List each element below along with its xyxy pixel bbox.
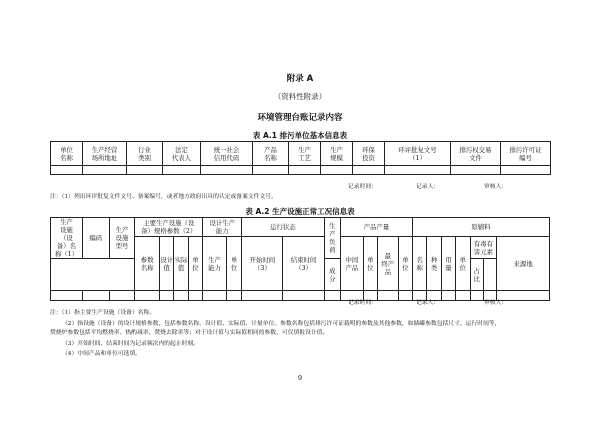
- material-sub: 种 类: [427, 237, 441, 291]
- param-sub: 设计 值: [160, 237, 174, 291]
- a2-reviewer: 审核人：: [484, 300, 508, 306]
- table-cell: [456, 291, 470, 301]
- appendix-title: 附录 A: [286, 74, 314, 84]
- grp-capacity: 设计生产 能力: [203, 218, 242, 237]
- output-sub: 中间 产品: [341, 237, 364, 291]
- table-a1-caption: 表 A.1 排污单位基本信息表: [252, 131, 348, 140]
- table-a2-data-row: [51, 291, 550, 301]
- table-cell: [289, 166, 321, 175]
- a1-reviewer: 审核人：: [484, 184, 508, 190]
- table-cell: [201, 166, 253, 175]
- table-cell: [451, 166, 501, 175]
- table-cell: [501, 166, 551, 175]
- table-cell: [470, 291, 483, 301]
- table-cell: [83, 166, 127, 175]
- table-a1-header-cell: 环评批复文号 （1）: [385, 142, 451, 166]
- output-sub: 单 位: [398, 237, 412, 291]
- material-sub: 单 位: [456, 237, 470, 291]
- capacity-sub: 生产 能力: [203, 237, 227, 291]
- table-cell: [283, 291, 324, 301]
- a2-note-1: 注：（1）指主要生产设施（设备）名称。: [50, 310, 156, 316]
- param-sub: 实际 值: [174, 237, 188, 291]
- col-source: 来源地: [497, 237, 550, 291]
- table-cell: [135, 291, 160, 301]
- grp-param: 主要生产设施（设 备）规格参数（2）: [135, 218, 203, 237]
- table-a1-header-cell: 排污权交易 文件: [451, 142, 501, 166]
- table-a1-header-cell: 生产 规模: [321, 142, 353, 166]
- table-cell: [203, 291, 227, 301]
- table-cell: [163, 166, 201, 175]
- table-cell: [321, 166, 353, 175]
- col-facility: 生产 设施 （设 备）名 称（1）: [51, 218, 83, 259]
- table-cell: [441, 291, 455, 301]
- a1-record-time: 记录时间：: [348, 184, 377, 190]
- table-a2: [50, 217, 550, 301]
- grp-material: 原辅料: [412, 218, 549, 237]
- capacity-sub: 单 位: [226, 237, 241, 291]
- table-cell: [385, 166, 451, 175]
- a2-record-time: 记录时间：: [348, 300, 377, 306]
- table-cell: [160, 291, 174, 301]
- table-a1-header-row: [51, 142, 551, 166]
- param-sub: 单 位: [188, 237, 202, 291]
- a2-note-3: （3）开始时间、结束时间为记录频次内的起止时刻。: [62, 341, 200, 347]
- a1-note: 注：（1）列出环评批复文件文号、备案编号，或者地方政府出具的认定或备案文件文号。: [50, 194, 277, 200]
- table-a1-header-cell: 单位 名称: [51, 142, 83, 166]
- table-a2-header-row-1: [51, 218, 550, 237]
- col-code: 编码: [82, 218, 109, 259]
- table-a1-header-cell: 排污许可证 编号: [501, 142, 551, 166]
- table-a1-header-cell: 产品 名称: [253, 142, 289, 166]
- table-cell: [324, 291, 340, 301]
- table-cell: [51, 166, 83, 175]
- table-a1-header-cell: 环保 投资: [353, 142, 385, 166]
- table-cell: [226, 291, 241, 301]
- output-sub: 最 终产 品: [378, 237, 399, 291]
- table-cell: [398, 291, 412, 301]
- table-cell: [51, 291, 83, 301]
- table-a1-header-cell: 统一社会 信用代码: [201, 142, 253, 166]
- table-cell: [378, 291, 399, 301]
- table-cell: [242, 291, 283, 301]
- col-load: 生 产 负 荷: [324, 218, 340, 259]
- a2-recorder: 记录人：: [416, 300, 440, 306]
- table-cell: [82, 291, 109, 301]
- table-cell: [127, 166, 163, 175]
- table-a1-data-row: [51, 166, 551, 175]
- a1-recorder: 记录人：: [416, 184, 440, 190]
- appendix-subtitle: （资料性附录）: [273, 92, 327, 101]
- col-toxic: 有毒有 害元素: [470, 237, 497, 259]
- page-number: 9: [297, 374, 303, 382]
- a2-note-2b: 焚烧炉参数包括平均燃烧率、热酌减率、焚烧去除率等；对于设计值与实际值相同的参数，可仅填报设计值。: [50, 330, 329, 336]
- table-cell: [174, 291, 188, 301]
- param-sub: 参数 名称: [135, 237, 160, 291]
- a2-note-4: （4）中间产品和单位可选填。: [62, 351, 142, 357]
- blank-cell: [51, 259, 135, 291]
- grp-output: 产品产量: [341, 218, 413, 237]
- material-sub: 名 称: [412, 237, 426, 291]
- material-sub: 用 量: [441, 237, 455, 291]
- toxic-sub: 成 分: [324, 259, 340, 291]
- table-cell: [188, 291, 202, 301]
- col-model: 生产 设施 型号: [109, 218, 135, 259]
- table-a1-header-cell: 法定 代表人: [163, 142, 201, 166]
- table-cell: [109, 291, 135, 301]
- a2-note-2: （2）指设施（设备）的设计规格参数，包括参数名称、设计值、实际值、计量单位。参数名称包括排污许可证载明的参数及其他参数，如储罐参数包括尺寸、运行时间等，: [62, 321, 501, 327]
- grp-running: 运行状态: [242, 218, 324, 237]
- running-sub: 结束时间 （3）: [283, 237, 324, 291]
- table-cell: [253, 166, 289, 175]
- running-sub: 开始时间 （3）: [242, 237, 283, 291]
- table-a1-header-cell: 生产 工艺: [289, 142, 321, 166]
- table-a1: [50, 141, 551, 175]
- output-sub: 单 位: [363, 237, 377, 291]
- table-a1-header-cell: 生产经营 场所地址: [83, 142, 127, 166]
- table-a2-caption: 表 A.2 生产设施正常工况信息表: [245, 207, 355, 216]
- doc-title: 环境管理台账记录内容: [257, 113, 343, 123]
- toxic-sub: 占 比: [470, 259, 483, 291]
- table-a1-header-cell: 行业 类别: [127, 142, 163, 166]
- table-cell: [353, 166, 385, 175]
